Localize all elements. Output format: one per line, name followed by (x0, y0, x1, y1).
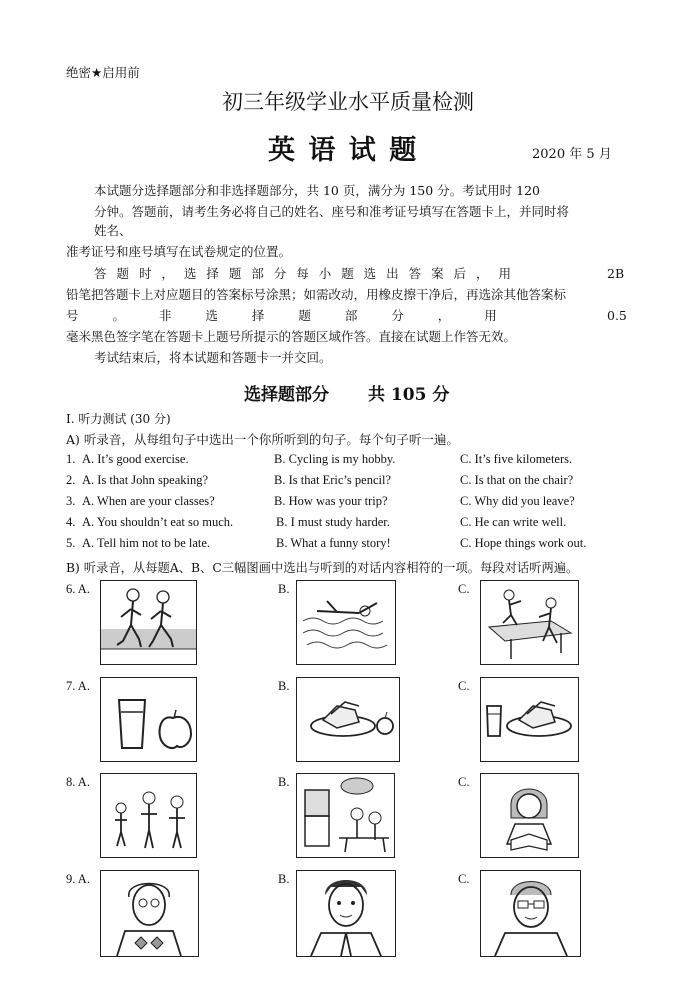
instruction-line: 准考证号和座号填写在试卷规定的位置。 (66, 244, 292, 259)
question-row (66, 515, 666, 536)
section-score: 共 105 分 (368, 385, 450, 405)
option-a[interactable]: A. Tell him not to be late. (82, 536, 211, 550)
picture-6b-swimmer[interactable] (296, 580, 396, 665)
question-number: 1. (66, 452, 76, 466)
option-a[interactable]: A. It’s good exercise. (82, 452, 189, 466)
question-label: B. (278, 872, 290, 886)
question-row (66, 452, 666, 473)
question-label: C. (458, 582, 470, 596)
option-b[interactable]: B. What a funny story! (276, 536, 391, 550)
family-image (101, 774, 196, 857)
bread-apple-image (297, 678, 399, 761)
swimmer-image (297, 581, 395, 664)
picture-8b-computer[interactable] (296, 773, 395, 858)
milk-apple-image (101, 678, 196, 761)
question-label: 8. A. (66, 775, 90, 789)
milk-bread-image (481, 678, 578, 761)
question-label: C. (458, 679, 470, 693)
option-c[interactable]: C. Is that on the chair? (460, 473, 574, 487)
instruction-line-end: 2B (607, 266, 625, 281)
question-number: 3. (66, 494, 76, 508)
option-c[interactable]: C. Why did you leave? (460, 494, 575, 508)
picture-7c-milk-bread[interactable] (480, 677, 579, 762)
exam-date: 2020 年 5 月 (532, 147, 612, 162)
question-row (66, 494, 666, 515)
option-a[interactable]: A. When are your classes? (82, 494, 215, 508)
subject-title: 英 语 试 题 (268, 135, 419, 166)
picture-6a-runners[interactable] (100, 580, 197, 665)
instruction-line: 答 题 时 ， 选 择 题 部 分 每 小 题 选 出 答 案 后 ， 用 (94, 266, 512, 281)
question-label: C. (458, 872, 470, 886)
runners-image (101, 581, 196, 664)
option-c[interactable]: C. He can write well. (460, 515, 567, 529)
option-b[interactable]: B. Is that Eric’s pencil? (274, 473, 391, 487)
question-label: B. (278, 582, 290, 596)
question-label: 6. A. (66, 582, 90, 596)
man-glasses-image (481, 871, 580, 956)
picture-8c-girl-reading[interactable] (480, 773, 579, 858)
option-a[interactable]: A. You shouldn’t eat so much. (82, 515, 234, 529)
picture-7b-bread-apple[interactable] (296, 677, 400, 762)
question-row (66, 536, 666, 557)
question-label: 9. A. (66, 872, 90, 886)
picture-7a-milk-apple[interactable] (100, 677, 197, 762)
question-label: B. (278, 679, 290, 693)
picture-9c-man-glasses[interactable] (480, 870, 581, 957)
option-c[interactable]: C. It’s five kilometers. (460, 452, 573, 466)
question-label: C. (458, 775, 470, 789)
option-b[interactable]: B. How was your trip? (274, 494, 388, 508)
instruction-line: 号 。 非 选 择 题 部 分 ， 用 (66, 308, 497, 323)
instruction-line: 本试题分选择题部分和非选择题部分，共 10 页，满分为 150 分。考试用时 120 (94, 183, 540, 198)
picture-9a-old-man[interactable] (100, 870, 199, 957)
picture-9b-young-man[interactable] (296, 870, 396, 957)
question-number: 4. (66, 515, 76, 529)
girl-reading-image (481, 774, 578, 857)
question-number: 2. (66, 473, 76, 487)
table-tennis-image (481, 581, 578, 664)
picture-8a-family[interactable] (100, 773, 197, 858)
confidential-mark: 绝密★启用前 (66, 65, 140, 80)
instruction-line: 毫米黑色签字笔在答题卡上题号所提示的答题区域作答。直接在试题上作答无效。 (66, 329, 517, 344)
young-man-image (297, 871, 395, 956)
part-heading: I. 听力测试 (30 分) (66, 412, 171, 426)
old-man-image (101, 871, 198, 956)
question-list-a (66, 452, 666, 557)
instruction-line-end: 0.5 (607, 308, 627, 323)
computer-image (297, 774, 394, 857)
instruction-line: 姓名、 (94, 223, 132, 238)
exam-title: 初三年级学业水平质量检测 (222, 90, 474, 114)
picture-6c-table-tennis[interactable] (480, 580, 579, 665)
option-b[interactable]: B. I must study harder. (276, 515, 390, 529)
option-b[interactable]: B. Cycling is my hobby. (274, 452, 396, 466)
question-row (66, 473, 666, 494)
instruction-line: 铅笔把答题卡上对应题目的答案标号涂黑；如需改动，用橡皮擦干净后，再选涂其他答案标 (66, 287, 567, 302)
instruction-line: 分钟。答题前，请考生务必将自己的姓名、座号和准考证号填写在答题卡上，并同时将 (94, 204, 570, 219)
question-label: B. (278, 775, 290, 789)
instruction-line: 考试结束后，将本试题和答题卡一并交回。 (94, 350, 332, 365)
part-a-instruction: A) 听录音，从每组句子中选出一个你所听到的句子。每个句子听一遍。 (66, 432, 459, 447)
option-a[interactable]: A. Is that John speaking? (82, 473, 209, 487)
question-label: 7. A. (66, 679, 90, 693)
section-title: 选择题部分 (244, 385, 329, 405)
option-c[interactable]: C. Hope things work out. (460, 536, 587, 550)
question-number: 5. (66, 536, 76, 550)
part-b-instruction: B) 听录音，从每题A、B、C三幅图画中选出与听到的对话内容相符的一项。每段对话听两遍。 (66, 561, 579, 575)
